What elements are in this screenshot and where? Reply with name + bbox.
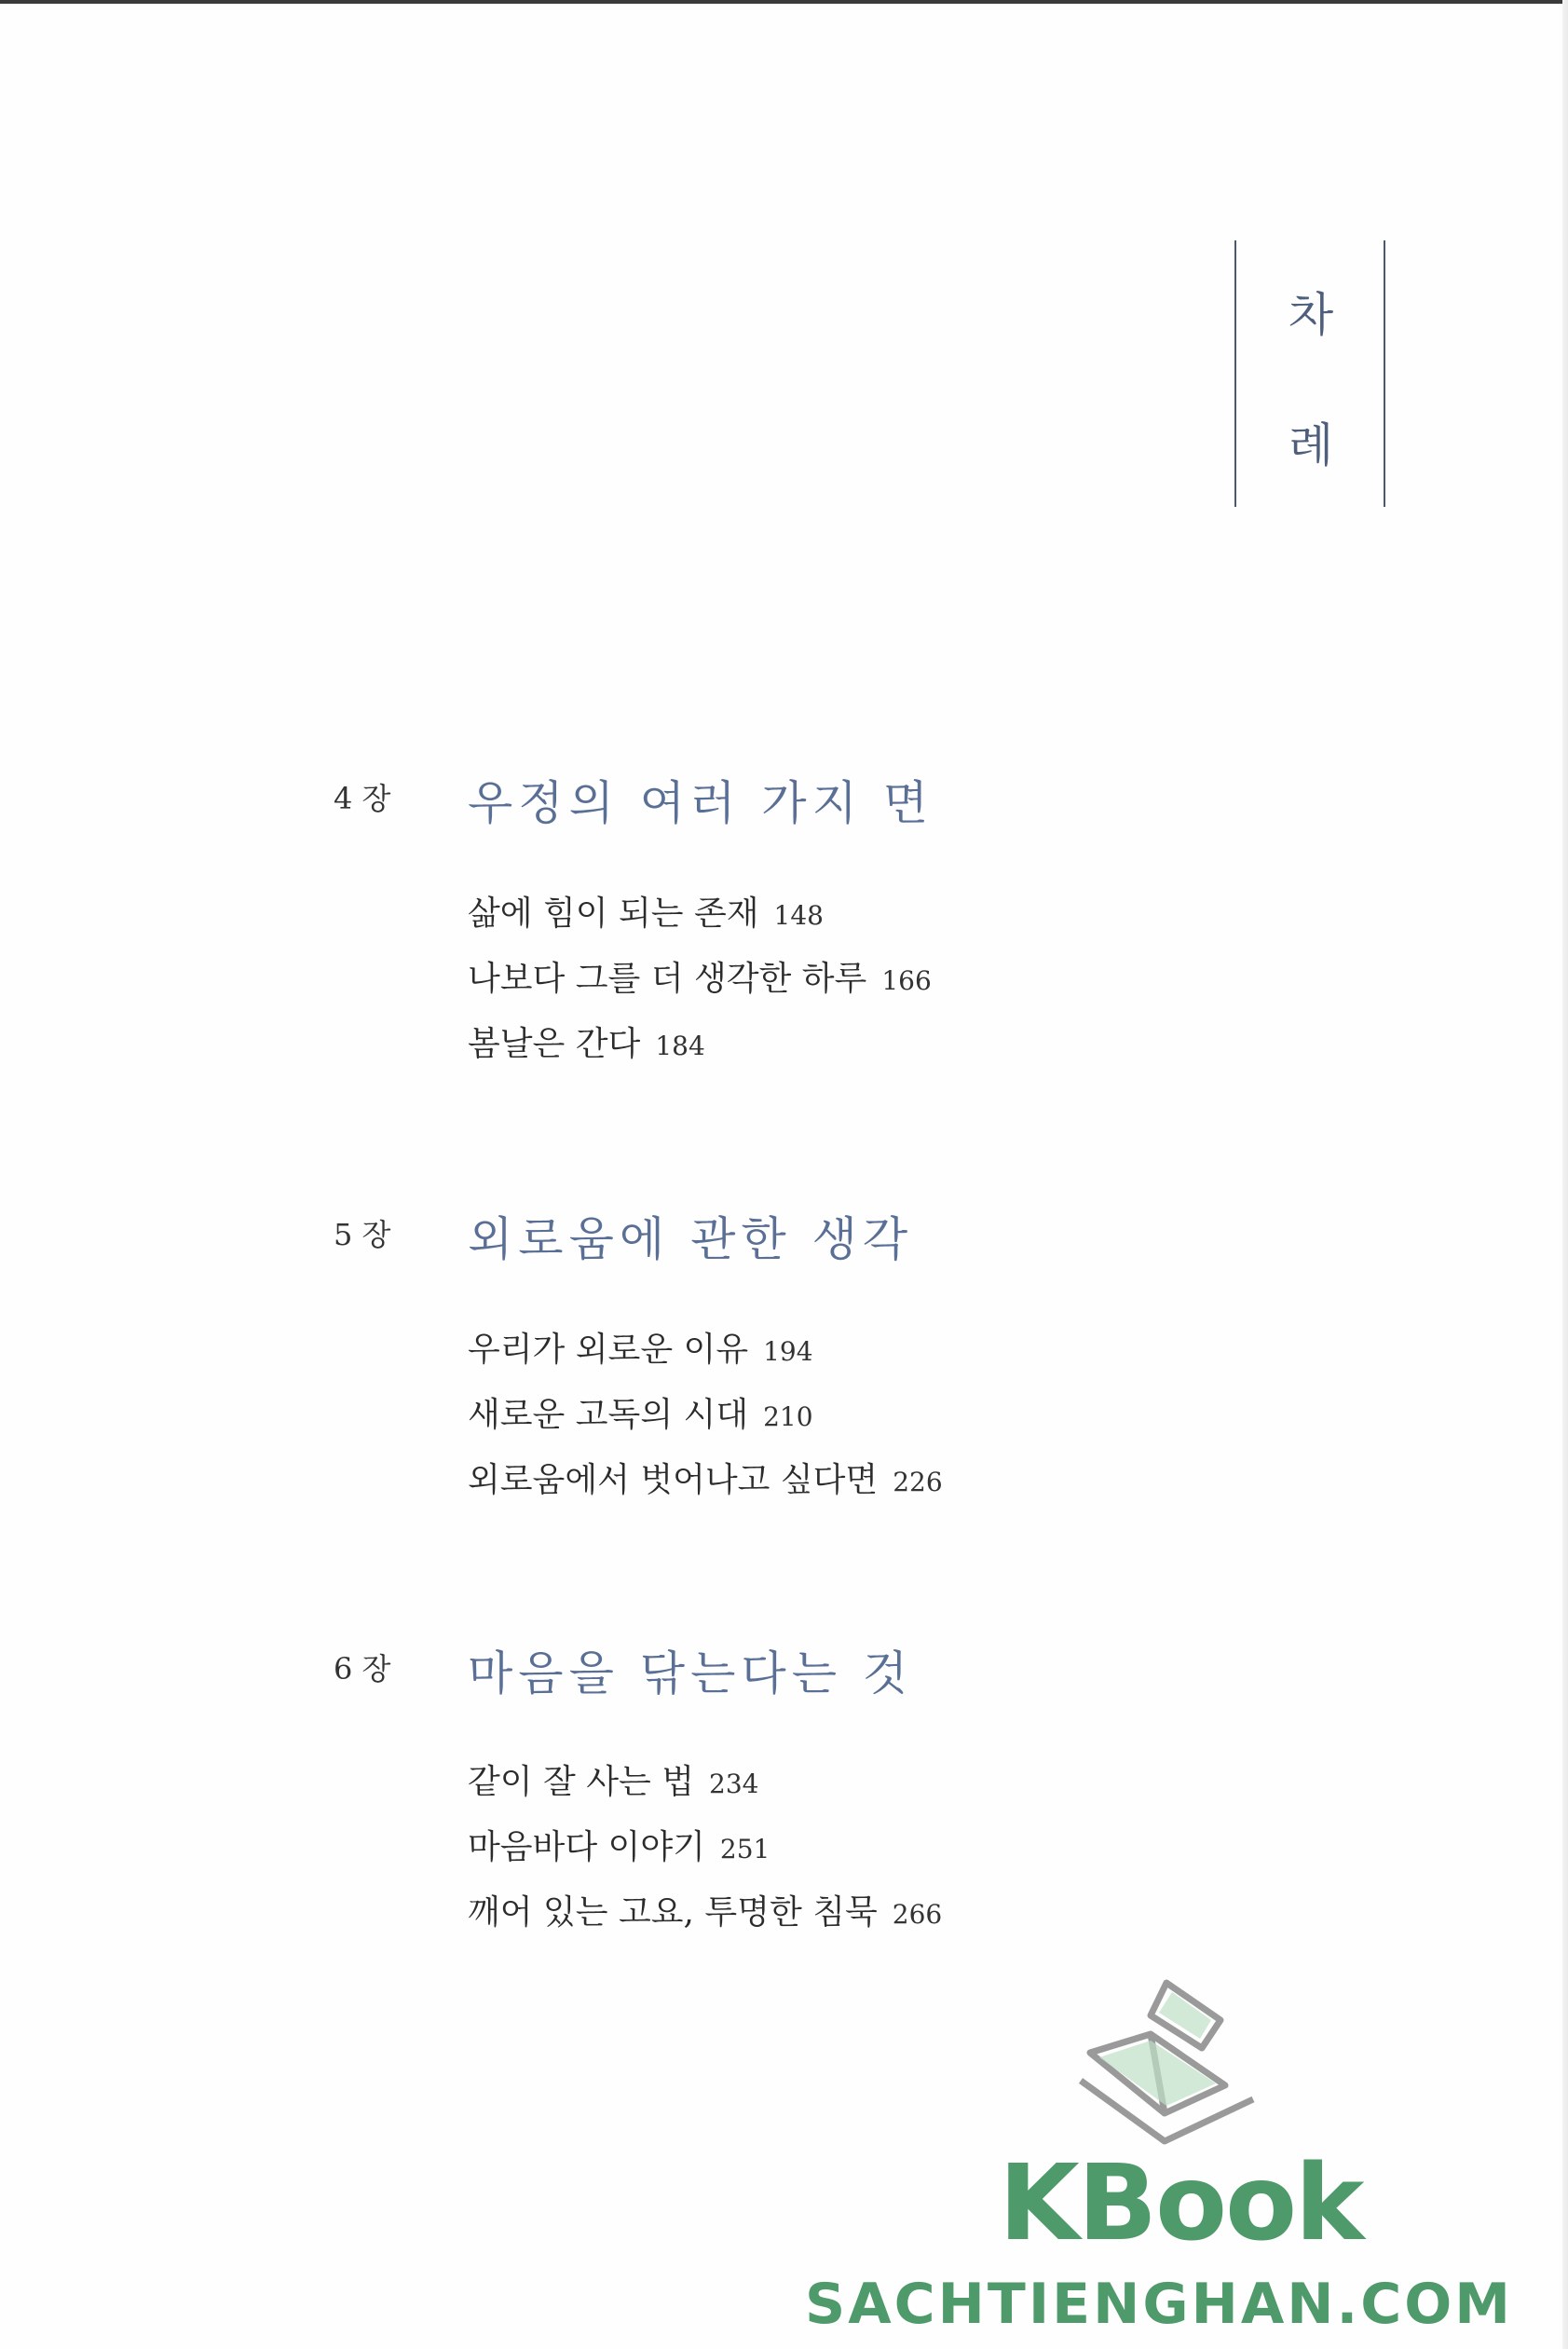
entry-title: 같이 잘 사는 법	[468, 1763, 694, 1801]
entry-page: 210	[763, 1401, 813, 1432]
entry-title: 새로운 고독의 시대	[468, 1396, 749, 1434]
watermark-site: SACHTIENGHAN.COM	[805, 2272, 1514, 2337]
toc-entry[interactable]	[468, 1821, 770, 1868]
entry-page: 194	[763, 1336, 813, 1367]
entry-title: 외로움에서 벗어나고 싶다면	[468, 1461, 879, 1499]
entry-page: 234	[709, 1769, 759, 1799]
toc-heading	[1234, 240, 1387, 507]
toc-entry[interactable]	[468, 952, 932, 1000]
heading-char: 례	[1288, 418, 1334, 472]
entry-title: 깨어 있는 고요, 투명한 침묵	[468, 1893, 878, 1932]
chapter-number: 4 장	[334, 781, 391, 816]
page-right-edge	[1562, 0, 1568, 2349]
entry-title: 마음바다 이야기	[468, 1828, 705, 1866]
entry-page: 184	[655, 1031, 705, 1061]
entry-page: 148	[773, 900, 824, 931]
watermark-brand: KBook	[999, 2143, 1363, 2264]
toc-entry[interactable]	[468, 887, 824, 935]
entry-page: 166	[881, 965, 932, 996]
entry-page: 251	[719, 1834, 770, 1864]
open-book-icon	[1062, 1964, 1286, 2169]
toc-entry[interactable]	[468, 1454, 943, 1501]
chapter-number: 5 장	[334, 1217, 391, 1252]
toc-entry[interactable]	[468, 1755, 758, 1803]
toc-entry[interactable]	[468, 1886, 942, 1933]
heading-rule-right	[1384, 240, 1385, 507]
heading-char: 차	[1288, 288, 1334, 342]
chapter-title: 마음을 닦는다는 것	[468, 1646, 914, 1700]
entry-page: 226	[893, 1467, 943, 1497]
toc-entry[interactable]	[468, 1323, 813, 1371]
chapter-title: 우정의 여러 가지 면	[468, 776, 934, 830]
toc-entry[interactable]	[468, 1017, 705, 1065]
entry-title: 나보다 그를 더 생각한 하루	[468, 960, 867, 998]
page-top-edge	[0, 0, 1568, 4]
entry-title: 삶에 힘이 되는 존재	[468, 895, 759, 933]
entry-title: 우리가 외로운 이유	[468, 1331, 749, 1369]
entry-title: 봄날은 간다	[468, 1025, 641, 1063]
chapter-number: 6 장	[334, 1651, 391, 1687]
toc-entry[interactable]	[468, 1388, 813, 1436]
chapter-title: 외로움에 관한 생각	[468, 1212, 914, 1266]
entry-page: 266	[892, 1899, 943, 1930]
